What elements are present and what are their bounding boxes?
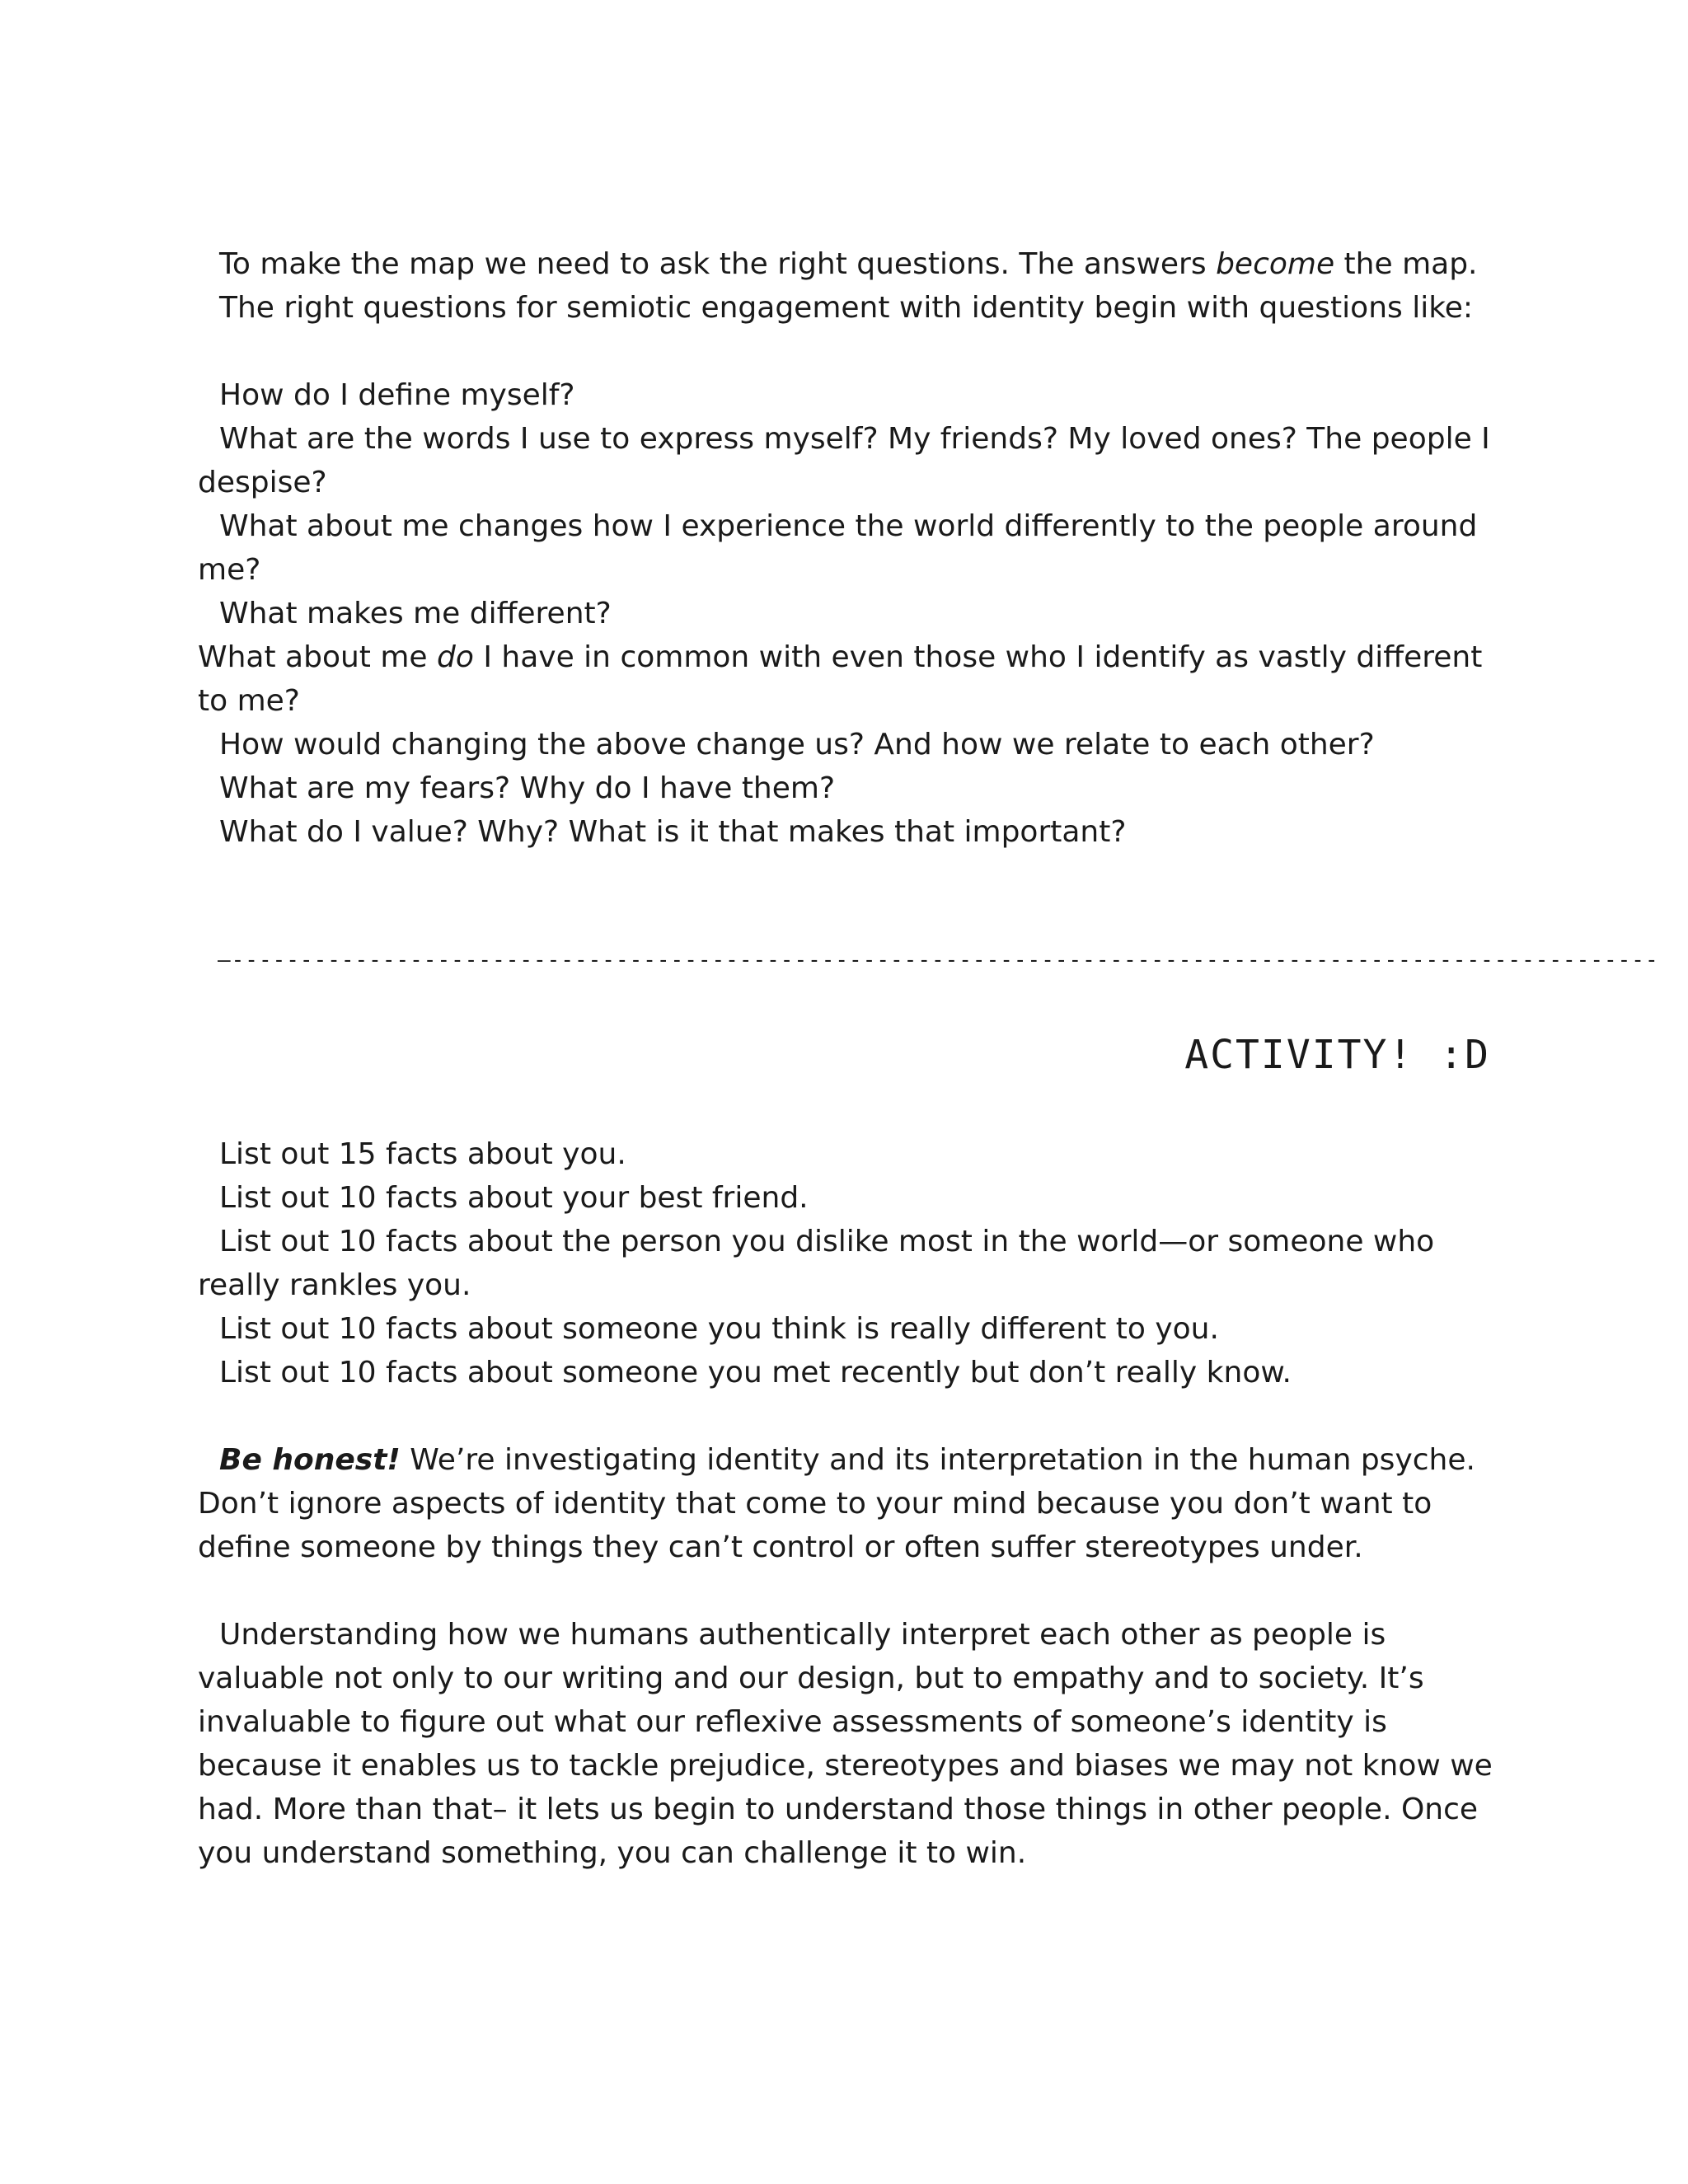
- question-text-end: I have in common with even those who I identify as vastly different to me?: [198, 640, 1483, 718]
- closing-paragraph: Understanding how we humans authentically interpret each other as people is valuable not only to our writing and our design, but to empathy and to society. It’s invaluable to figure out what our reflexive assessments of someone’s identity is because it enables us to tackle prejudice, stereotypes and biases we may not know we had. More than that– it lets us begin to understand those things in other people. Once you understand something, you can challenge it to win.: [198, 1618, 1493, 1870]
- question-item: How do I define myself?: [219, 378, 575, 412]
- spacer: [198, 330, 1500, 373]
- question-item: [198, 635, 1500, 723]
- spacer: [198, 1394, 1500, 1438]
- question-item: How would changing the above change us? And how we relate to each other?: [219, 728, 1375, 762]
- question-item: What about me changes how I experience the world differently to the people around me?: [198, 509, 1478, 587]
- question-item: What do I value? Why? What is it that makes that important?: [219, 815, 1127, 849]
- question-emphasis: do: [437, 640, 474, 674]
- question-item: What are the words I use to express myself? My friends? My loved ones? The people I despise?: [198, 422, 1490, 499]
- activity-item: List out 10 facts about someone you met recently but don’t really know.: [219, 1356, 1292, 1390]
- question-item: What are my fears? Why do I have them?: [219, 771, 836, 805]
- spacer: [198, 1569, 1500, 1613]
- activity-item: List out 10 facts about the person you dislike most in the world—or someone who really rankles you.: [198, 1225, 1435, 1302]
- intro-text-end: the map.: [1334, 247, 1478, 281]
- intro-section: [198, 242, 1500, 854]
- activity-item: List out 10 facts about your best friend.: [219, 1181, 809, 1215]
- honest-lead: Be honest!: [219, 1443, 401, 1477]
- intro-paragraph: [198, 242, 1500, 286]
- section-divider: —--------------------------------------------------------------------------------------------------------: [218, 948, 1659, 972]
- activity-item: List out 15 facts about you.: [219, 1137, 626, 1171]
- honest-paragraph: [198, 1438, 1500, 1569]
- question-text: What about me: [198, 640, 438, 674]
- activity-item: List out 10 facts about someone you think is really different to you.: [219, 1312, 1219, 1346]
- intro-paragraph-line2: The right questions for semiotic engagement with identity begin with questions like:: [219, 291, 1474, 325]
- activity-heading: ACTIVITY! :D: [1184, 1032, 1490, 1078]
- intro-text: To make the map we need to ask the right questions. The answers: [219, 247, 1217, 281]
- question-item: What makes me different?: [219, 597, 612, 630]
- honest-text: We’re investigating identity and its interpretation in the human psyche. Don’t ignore aspects of identity that come to your mind because you don’t want to define someone by things they can’t control or often suffer stereotypes under.: [198, 1443, 1475, 1564]
- intro-emphasis: become: [1216, 247, 1335, 281]
- activity-section: [198, 1132, 1500, 1875]
